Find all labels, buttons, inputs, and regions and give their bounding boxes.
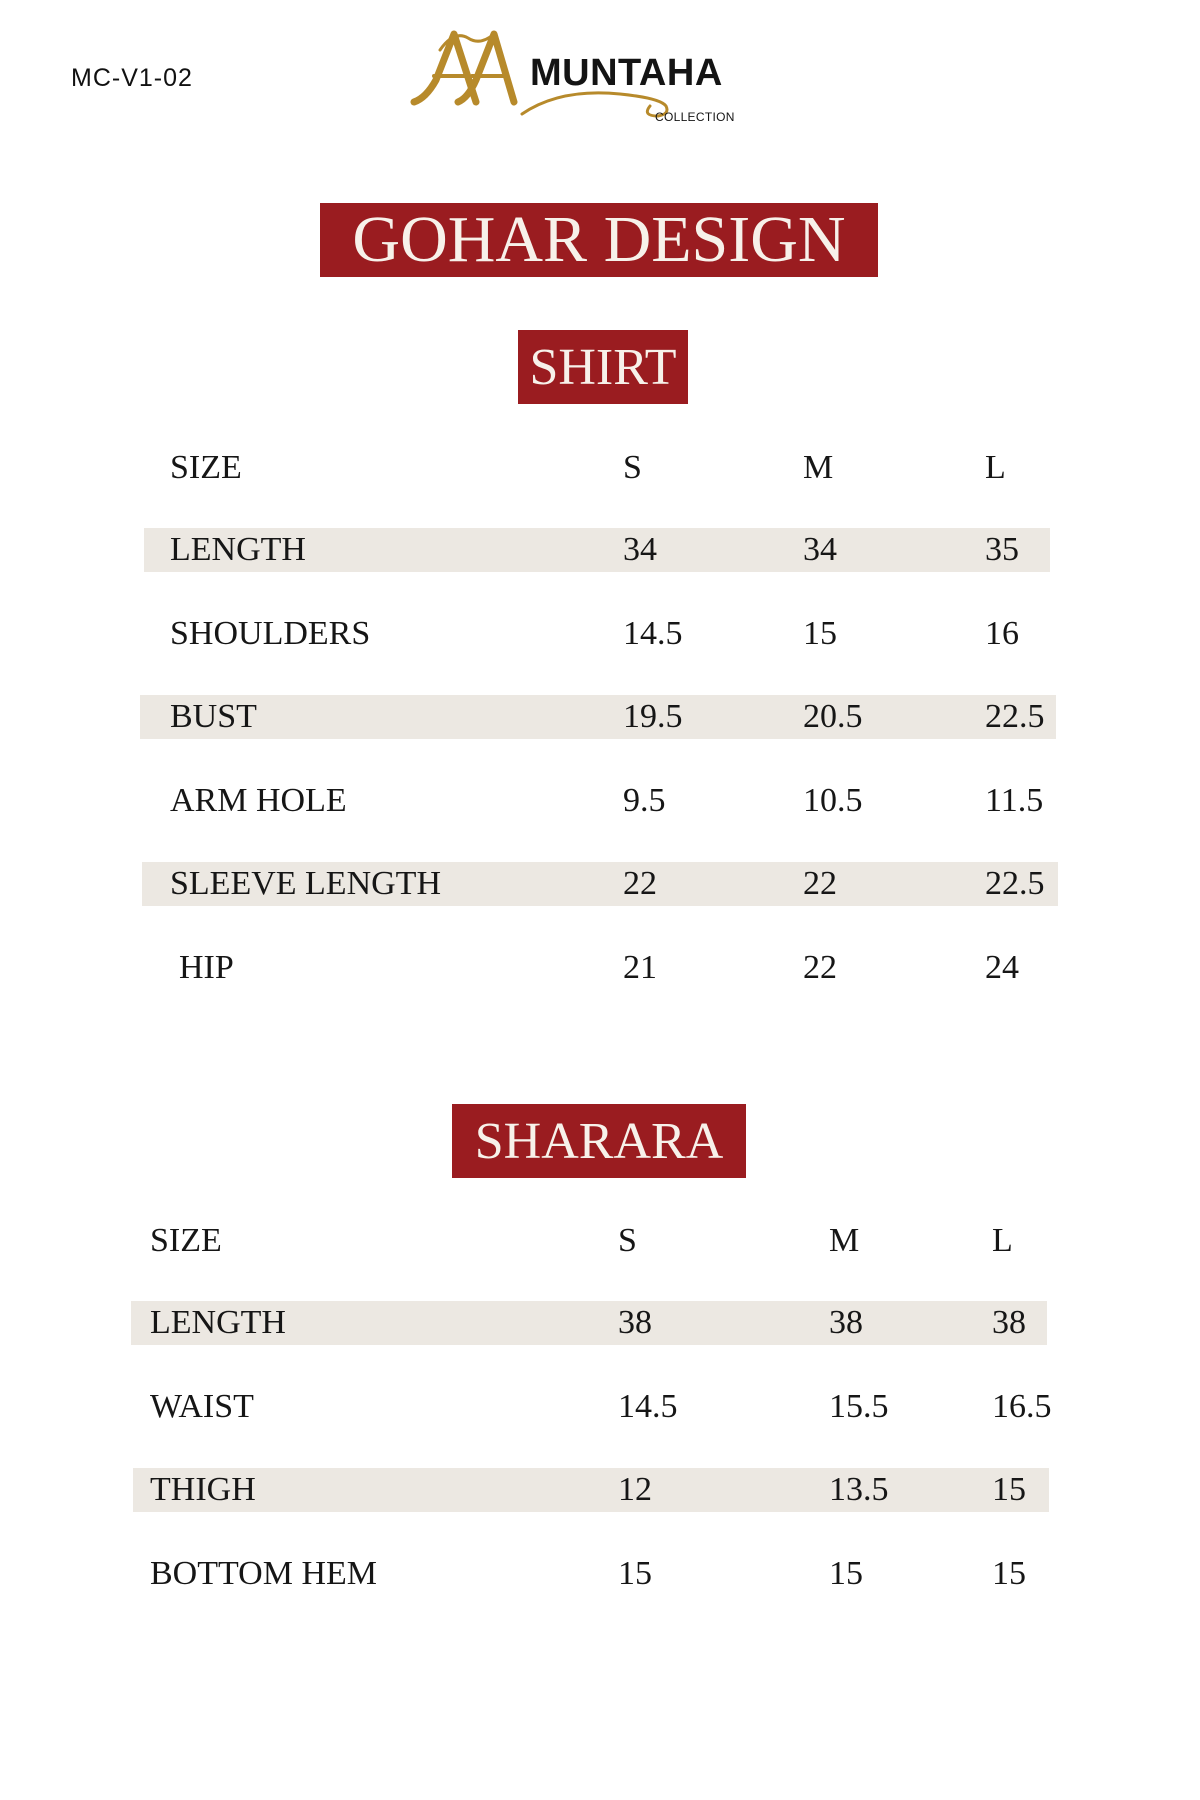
product-code: MC-V1-02 [71, 64, 193, 92]
value-m: 15 [829, 1555, 863, 1592]
row-label: BUST [170, 698, 257, 735]
value-l: 15 [992, 1471, 1026, 1508]
value-l: 22.5 [985, 698, 1045, 735]
column-header-l: L [992, 1222, 1013, 1259]
table-row [142, 862, 1058, 906]
value-s: 9.5 [623, 782, 666, 819]
value-l: 11.5 [985, 782, 1044, 819]
design-title-banner: GOHAR DESIGN [320, 203, 878, 277]
shirt-section-heading: SHIRT [518, 330, 688, 404]
row-label: LENGTH [170, 531, 306, 568]
row-label: THIGH [150, 1471, 256, 1508]
value-m: 13.5 [829, 1471, 889, 1508]
value-m: 22 [803, 865, 837, 902]
column-header-s: S [623, 449, 642, 486]
table-header-row [0, 1219, 1200, 1263]
row-label: BOTTOM HEM [150, 1555, 377, 1592]
brand-logo [410, 28, 740, 140]
value-l: 22.5 [985, 865, 1045, 902]
sharara-section-heading: SHARARA [452, 1104, 746, 1178]
value-m: 22 [803, 949, 837, 986]
row-label: SLEEVE LENGTH [170, 865, 442, 902]
value-m: 10.5 [803, 782, 863, 819]
value-s: 14.5 [618, 1388, 678, 1425]
size-column-header: SIZE [170, 449, 242, 486]
row-label: HIP [179, 949, 234, 986]
table-row [0, 1552, 1200, 1596]
table-row [0, 779, 1200, 823]
value-l: 35 [985, 531, 1019, 568]
row-label: ARM HOLE [170, 782, 347, 819]
value-s: 38 [618, 1304, 652, 1341]
row-label: SHOULDERS [170, 615, 371, 652]
value-l: 15 [992, 1555, 1026, 1592]
table-row [0, 1385, 1200, 1429]
table-header-row [0, 446, 1200, 490]
column-header-m: M [803, 449, 834, 486]
column-header-l: L [985, 449, 1006, 486]
brand-subtitle: COLLECTION [655, 110, 735, 124]
table-row [131, 1301, 1047, 1345]
table-row [144, 528, 1050, 572]
value-l: 24 [985, 949, 1019, 986]
value-s: 19.5 [623, 698, 683, 735]
value-m: 34 [803, 531, 837, 568]
value-m: 15.5 [829, 1388, 889, 1425]
table-row [140, 695, 1056, 739]
table-row [0, 612, 1200, 656]
value-s: 15 [618, 1555, 652, 1592]
value-s: 14.5 [623, 615, 683, 652]
value-m: 38 [829, 1304, 863, 1341]
value-l: 16.5 [992, 1388, 1052, 1425]
size-column-header: SIZE [150, 1222, 222, 1259]
value-l: 16 [985, 615, 1019, 652]
table-row [133, 1468, 1049, 1512]
value-s: 21 [623, 949, 657, 986]
value-m: 15 [803, 615, 837, 652]
table-row [0, 946, 1200, 990]
column-header-m: M [829, 1222, 860, 1259]
brand-name: MUNTAHA [530, 52, 723, 94]
value-s: 34 [623, 531, 657, 568]
row-label: WAIST [150, 1388, 254, 1425]
value-s: 22 [623, 865, 657, 902]
value-m: 20.5 [803, 698, 863, 735]
value-l: 38 [992, 1304, 1026, 1341]
row-label: LENGTH [150, 1304, 286, 1341]
column-header-s: S [618, 1222, 637, 1259]
value-s: 12 [618, 1471, 652, 1508]
